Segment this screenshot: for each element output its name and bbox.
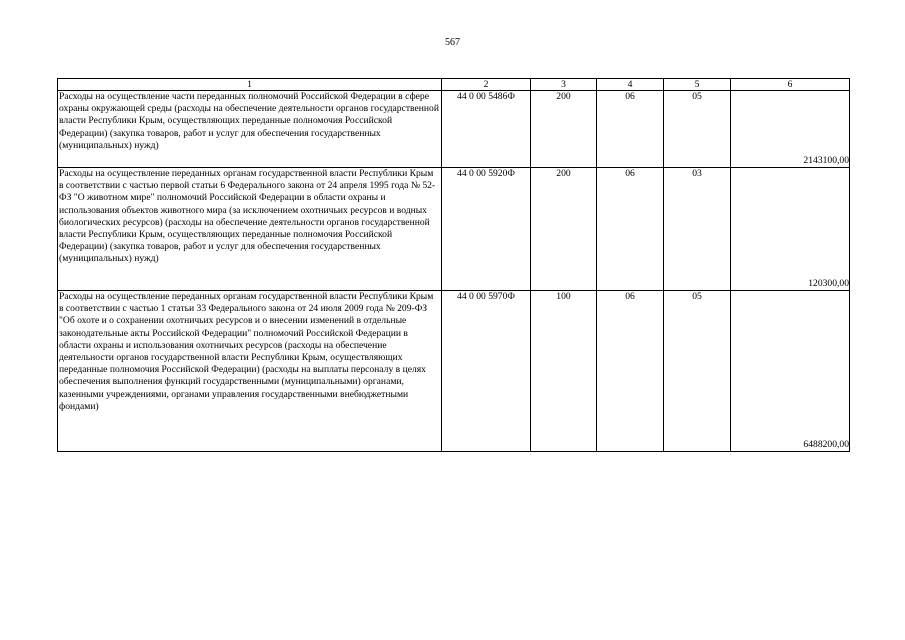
target-article-code: 44 0 00 5486Ф: [442, 91, 531, 168]
column-header: 1: [58, 79, 442, 91]
subsection-code: 05: [664, 291, 731, 452]
column-header: 3: [531, 79, 597, 91]
section-code: 06: [597, 168, 664, 291]
table-row: [58, 91, 850, 168]
expense-type-code: 200: [531, 168, 597, 291]
budget-table: [57, 78, 850, 452]
target-article-code: 44 0 00 5970Ф: [442, 291, 531, 452]
table-row: [58, 291, 850, 452]
expense-type-code: 200: [531, 91, 597, 168]
expense-description: Расходы на осуществление переданных органам государственной власти Республики Крым в соответствии с частью первой статьи 6 Федерального закона от 24 апреля 1995 года № 52-ФЗ "О животном мире" полномочий Российской Федерации в области охраны и использования объектов животного мира (за исключением охотничьих ресурсов и водных биологических ресурсов) (расходы на обеспечение деятельности органов государственной власти Республики Крым, осуществляющих переданные полномочия Российской Федерации) (закупка товаров, работ и услуг для обеспечения государственных (муниципальных) нужд): [58, 168, 442, 291]
subsection-code: 03: [664, 168, 731, 291]
section-code: 06: [597, 91, 664, 168]
target-article-code: 44 0 00 5920Ф: [442, 168, 531, 291]
table-row: [58, 168, 850, 291]
column-header: 5: [664, 79, 731, 91]
subsection-code: 05: [664, 91, 731, 168]
amount-value: 120300,00: [731, 168, 850, 291]
expense-description: Расходы на осуществление части переданных полномочий Российской Федерации в сфере охраны окружающей среды (расходы на обеспечение деятельности органов государственной власти Республики Крым, осуществляющих переданные полномочия Российской Федерации) (закупка товаров, работ и услуг для обеспечения государственных (муниципальных) нужд): [58, 91, 442, 168]
page-number: 567: [445, 37, 460, 48]
table-header-row: [58, 79, 850, 91]
column-header: 2: [442, 79, 531, 91]
amount-value: 2143100,00: [731, 91, 850, 168]
column-header: 6: [731, 79, 850, 91]
amount-value: 6488200,00: [731, 291, 850, 452]
expense-description: Расходы на осуществление переданных органам государственной власти Республики Крым в соответствии с частью 1 статьи 33 Федерального закона от 24 июля 2009 года № 209-ФЗ "Об охоте и о сохранении охотничьих ресурсов и о внесении изменений в отдельные законодательные акты Российской Федерации" полномочий Российской Федерации в области охраны и использования охотничьих ресурсов (расходы на обеспечение деятельности органов государственной власти Республики Крым, осуществляющих переданные полномочия Российской Федерации) (расходы на выплаты персоналу в целях обеспечения выполнения функций государственными (муниципальными) органами, казенными учреждениями, органами управления государственными внебюджетными фондами): [58, 291, 442, 452]
section-code: 06: [597, 291, 664, 452]
expense-type-code: 100: [531, 291, 597, 452]
column-header: 4: [597, 79, 664, 91]
